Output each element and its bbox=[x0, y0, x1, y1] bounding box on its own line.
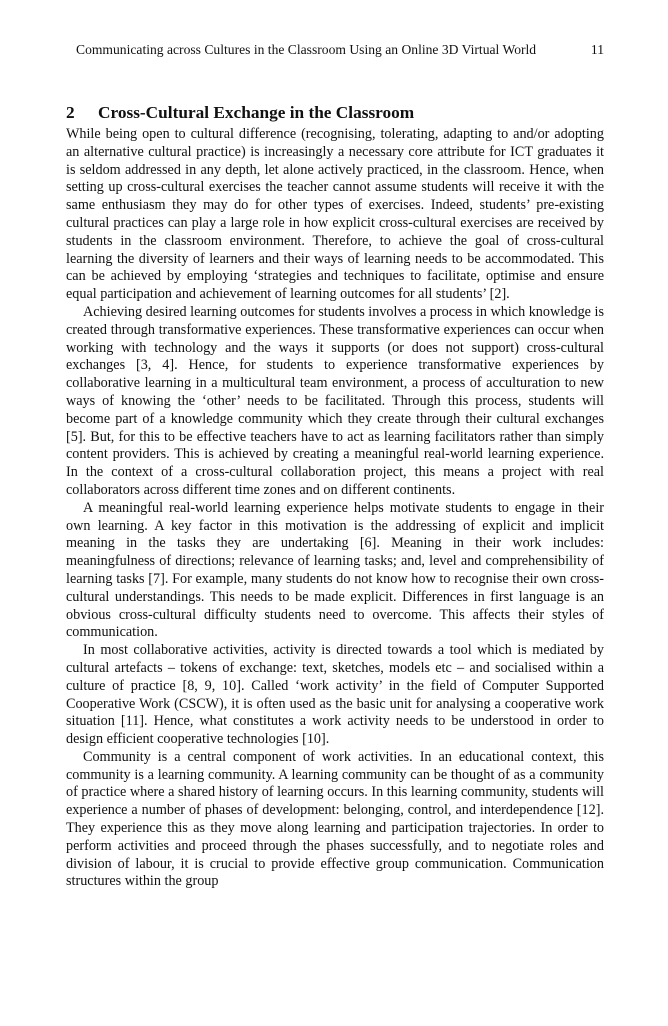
paragraph-1: While being open to cultural difference (recognising, tolerating, adapting to and/or adopting an alternative cultural practice) is increasingly a necessary core attribute for ICT graduates it is seldom addressed in any depth, let alone actively practiced, in the classroom. Hence, when setting up cross-cultural exercises the teacher cannot assume students will receive it with the same enthusiasm they may do for other types of exercises. Indeed, students’ pre-existing cultural practices can play a large role in how explicit cross-cultural exercises are received by students in the classroom environment. Therefore, to achieve the goal of cross-cultural learning the diversity of learners and their ways of learning needs to be accommodated. This can be achieved by employing ‘strategies and techniques to facilitate, optimise and ensure equal participation and achievement of learning outcomes for all students’ [2]. bbox=[66, 126, 604, 303]
section-number: 2 bbox=[66, 103, 75, 123]
page-number: 11 bbox=[590, 42, 604, 57]
paragraph-3: A meaningful real-world learning experience helps motivate students to engage in their own learning. A key factor in this motivation is the addressing of explicit and implicit meaning in the tasks they are undertaking [6]. Meaning in their work includes: meaningfulness of directions; relevance of learning tasks; and, level and comprehensibility of learning tasks [7]. For example, many students do not know how to recognise their own cross-cultural understandings. This needs to be made explicit. Differences in first language is an obvious cross-cultural difficulty students need to overcome. This affects their styles of communication. bbox=[66, 499, 604, 641]
body-text bbox=[66, 126, 604, 891]
section-heading bbox=[66, 101, 604, 125]
paragraph-2: Achieving desired learning outcomes for students involves a process in which knowledge is created through transformative experiences. These transformative experiences can occur when working with technology and the ways it supports (or does not support) cross-cultural exchanges [3, 4]. Hence, for students to experience transformative experiences by collaborative learning in a multicultural team environment, a process of acculturation to new ways of knowing the ‘other’ needs to be facilitated. Through this process, students will become part of a knowledge community which they create through their cultural exchanges [5]. But, for this to be effective teachers have to act as learning facilitators rather than simply content providers. This is achieved by creating a meaningful real-world learning experience. In the context of a cross-cultural collaboration project, this means a project with real collaborators across different time zones and on different continents. bbox=[66, 303, 604, 498]
running-title: Communicating across Cultures in the Classroom Using an Online 3D Virtual World bbox=[76, 42, 537, 57]
paper-page bbox=[66, 0, 604, 1026]
running-header bbox=[66, 40, 604, 60]
section-title: Cross-Cultural Exchange in the Classroom bbox=[98, 103, 415, 123]
paragraph-4: In most collaborative activities, activity is directed towards a tool which is mediated by cultural artefacts – tokens of exchange: text, sketches, models etc – and socialised within a culture of practice [8, 9, 10]. Called ‘work activity’ in the field of Computer Supported Cooperative Work (CSCW), it is often used as the basic unit for analysing a cooperative work situation [11]. Hence, what constitutes a work activity needs to be understood in order to design efficient cooperative technologies [10]. bbox=[66, 642, 604, 748]
paragraph-5: Community is a central component of work activities. In an educational context, this community is a learning community. A learning community can be thought of as a community of practice where a shared history of learning occurs. In this learning community, students will experience a number of phases of development: belonging, control, and interdependence [12]. They experience this as they move along learning and participation trajectories. In order to perform activities and proceed through the phases successfully, and to negotiate roles and division of labour, it is crucial to provide effective group communication. Communication structures within the group bbox=[66, 748, 604, 890]
